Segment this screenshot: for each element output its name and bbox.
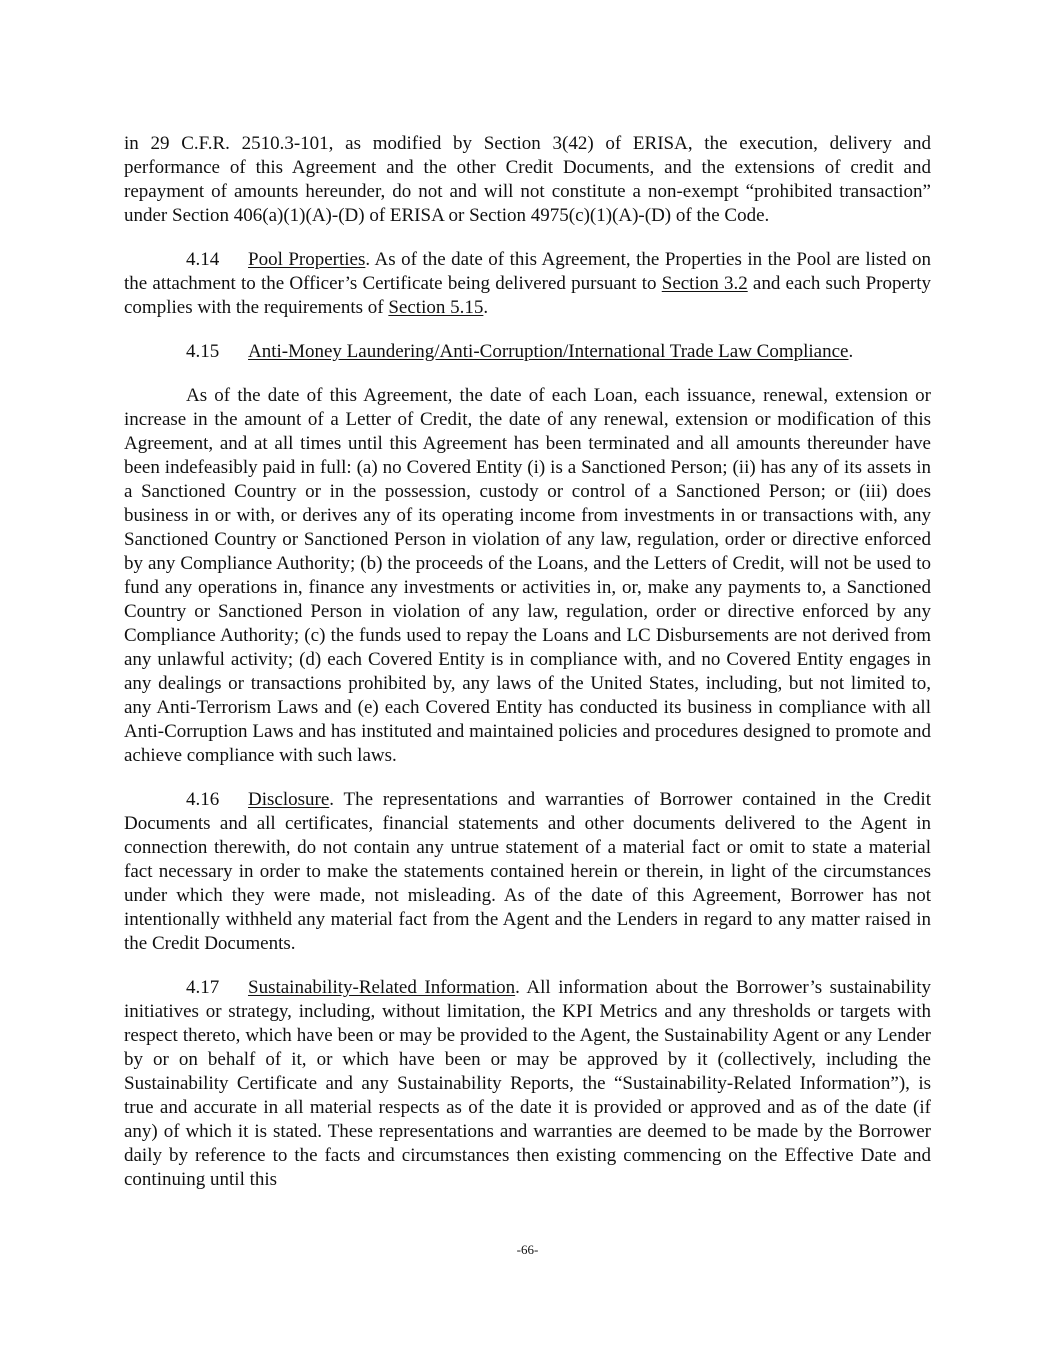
- section-4-15-heading: [124, 340, 931, 364]
- cross-reference: Section 5.15: [388, 297, 484, 318]
- section-text: . All information about the Borrower’s sustainability initiatives or strategy, including, without limitation, the KPI Metrics and any thresholds or targets with respect thereto, which have been or may be provided to the Agent, the Sustainability Agent or any Lender by or on behalf of it, or which have been or may be approved by it (collectively, including the Sustainability Certificate and any Sustainability Reports, the “Sustainability-Related Information”), is true and accurate in all material respects as of the date it is provided or approved and as of the date (if any) of which it is stated. These representations and warranties are deemed to be made by the Borrower daily by reference to the facts and circumstances then existing commencing on the Effective Date and continuing until this: [124, 977, 932, 1190]
- section-number: 4.17: [186, 977, 220, 998]
- section-heading: Sustainability-Related Information: [248, 977, 516, 998]
- section-4-14: [124, 248, 931, 320]
- section-4-15-body: As of the date of this Agreement, the date of each Loan, each issuance, renewal, extension or increase in the amount of a Letter of Credit, the date of any renewal, extension or modification of this Agreement, and at all times until this Agreement has been terminated and all amounts thereunder have been indefeasibly paid in full: (a) no Covered Entity (i) is a Sanctioned Person; (ii) has any of its assets in a Sanctioned Country or in the possession, custody or control of a Sanctioned Person; or (iii) does business in or with, or derives any of its operating income from investments in or transactions with, any Sanctioned Country or Sanctioned Person in violation of any law, regulation, order or directive enforced by any Compliance Authority; (b) the proceeds of the Loans, and the Letters of Credit, will not be used to fund any operations in, finance any investments or activities in, or, make any payments to, a Sanctioned Country or Sanctioned Person in violation of any law, regulation, order or directive enforced by any Compliance Authority; (c) the funds used to repay the Loans and LC Disbursements are not derived from any unlawful activity; (d) each Covered Entity is in compliance with, and no Covered Entity engages in any dealings or transactions prohibited by, any laws of the United States, including, but not limited to, any Anti-Terrorism Laws and (e) each Covered Entity has conducted its business in compliance with all Anti-Corruption Laws and has instituted and maintained policies and procedures designed to promote and achieve compliance with such laws.: [124, 385, 931, 766]
- section-heading: Anti-Money Laundering/Anti-Corruption/International Trade Law Compliance: [248, 341, 849, 362]
- cross-reference: Section 3.2: [661, 273, 748, 294]
- paragraph-erisa-continuation: in 29 C.F.R. 2510.3-101, as modified by Section 3(42) of ERISA, the execution, delivery and performance of this Agreement and the other Credit Documents, and the extensions of credit and repayment of amounts hereunder, do not and will not constitute a non-exempt “prohibited transaction” under Section 406(a)(1)(A)-(D) of ERISA or Section 4975(c)(1)(A)-(D) of the Code.: [124, 133, 931, 226]
- section-text: .: [483, 297, 489, 318]
- section-text: . The representations and warranties of Borrower contained in the Credit Documents and all certificates, financial statements and other documents delivered to the Agent in connection therewith, do not contain any untrue statement of a material fact or omit to state a material fact necessary in order to make the statements contained herein or therein, in light of the circumstances under which they were made, not misleading. As of the date of this Agreement, Borrower has not intentionally withheld any material fact from the Agent and the Lenders in regard to any matter raised in the Credit Documents.: [124, 789, 931, 954]
- document-page: [124, 132, 931, 1212]
- page-number: -66-: [516, 1242, 539, 1257]
- section-4-16: [124, 788, 931, 956]
- section-heading: Disclosure: [248, 789, 330, 810]
- section-text: and each such Property complies with the requirements of: [124, 273, 932, 318]
- section-text: .: [848, 341, 854, 362]
- section-text: . As of the date of this Agreement, the Properties in the Pool are listed on the attachment to the Officer’s Certificate being delivered pursuant to: [124, 249, 931, 294]
- section-number: 4.16: [186, 789, 220, 810]
- section-4-17: [124, 976, 931, 1192]
- section-number: 4.15: [186, 341, 220, 362]
- section-number: 4.14: [186, 249, 220, 270]
- section-heading: Pool Properties: [248, 249, 366, 270]
